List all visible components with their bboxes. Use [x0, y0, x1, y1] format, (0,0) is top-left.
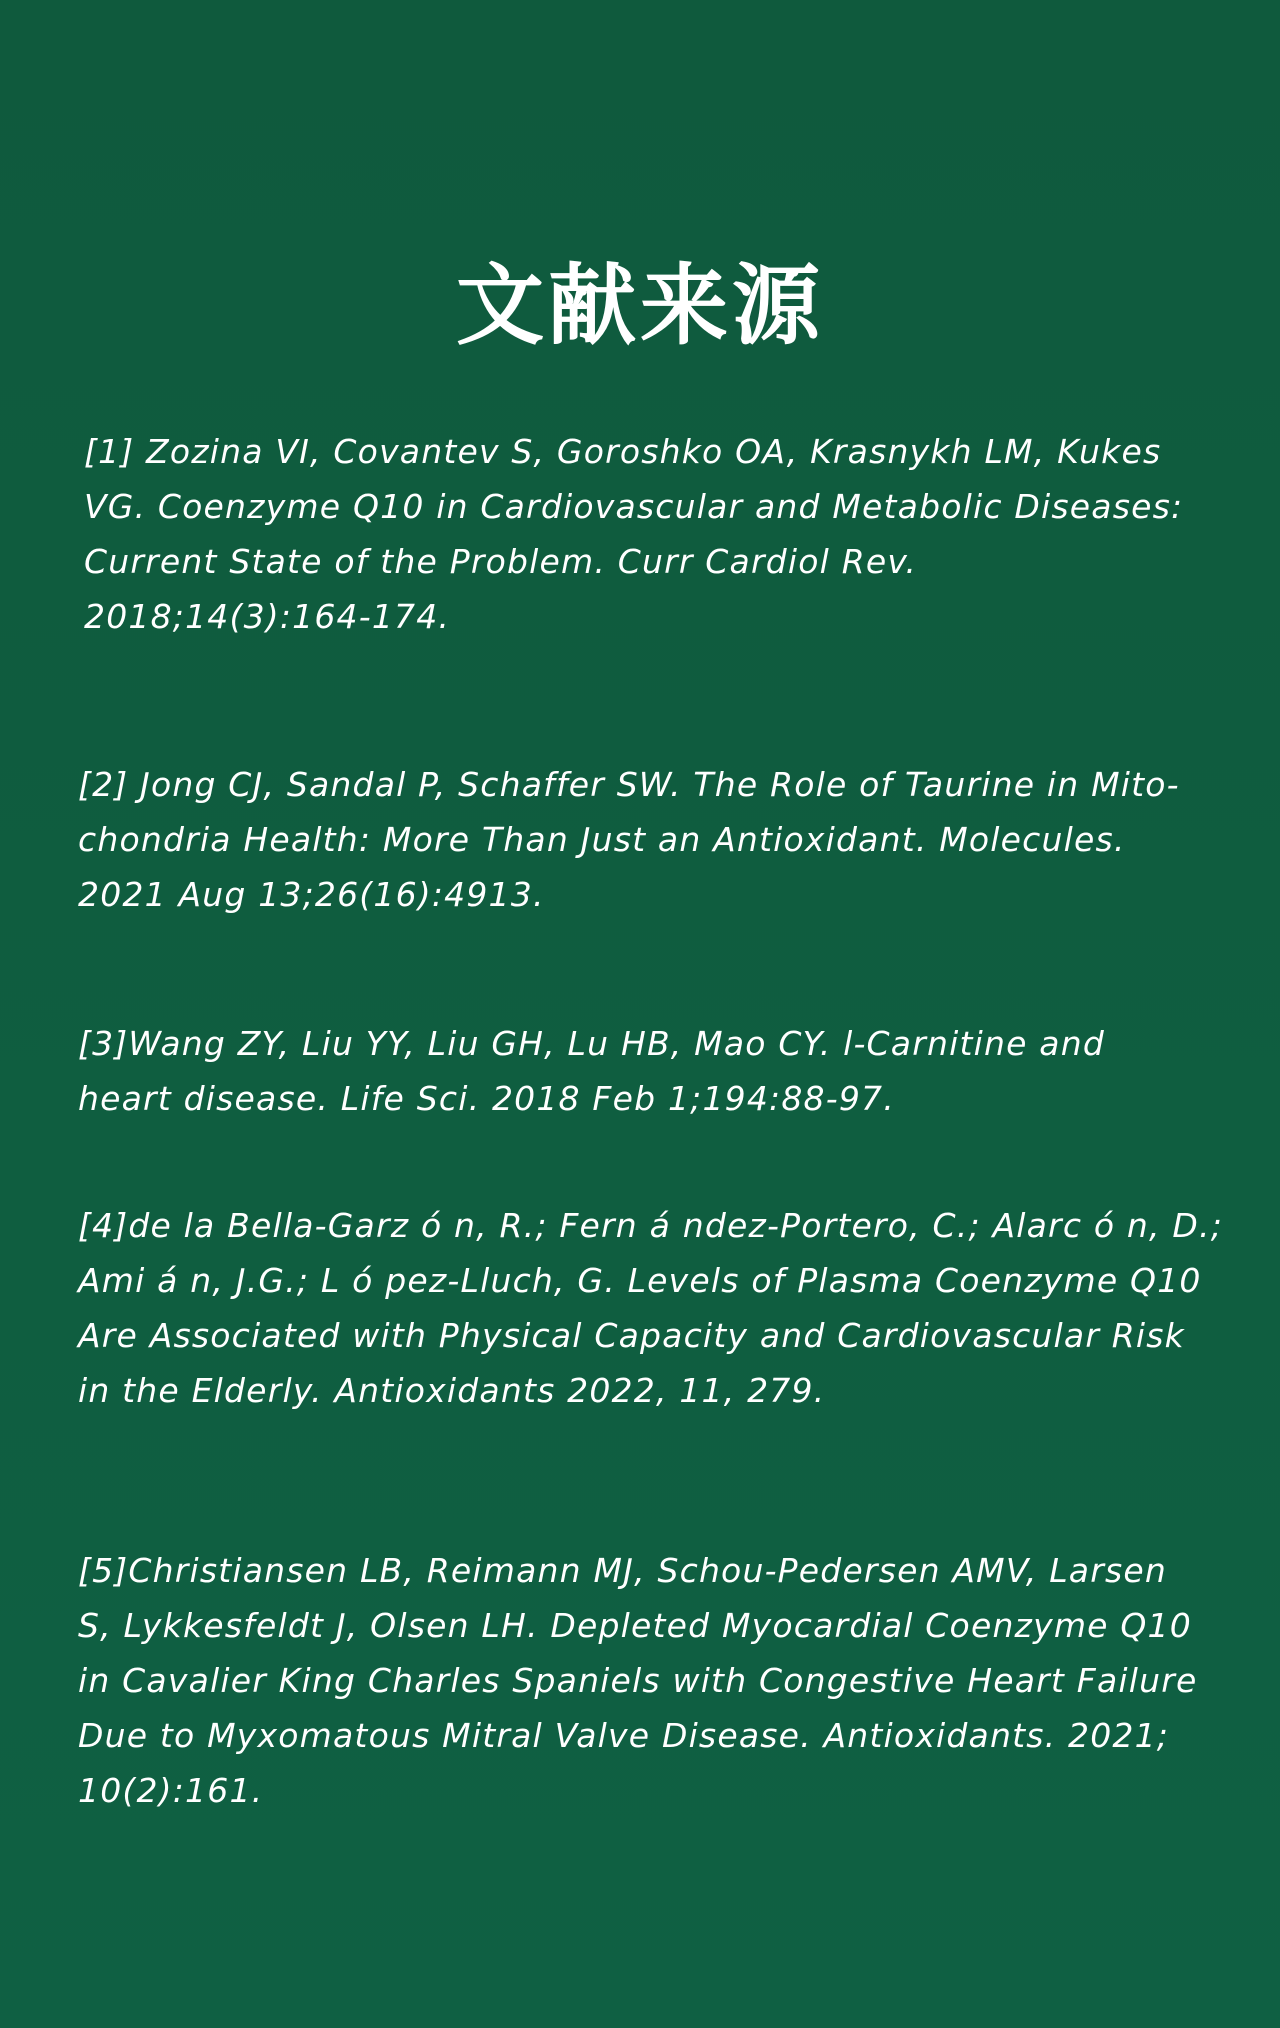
reference-5	[78, 1543, 1197, 1818]
reference-line: Are Associated with Physical Capacity and Cardiovascular Risk	[78, 1316, 1185, 1355]
reference-line: [4]de la Bella-Garz ó n, R.; Fern á ndez-Portero, C.; Alarc ó n, D.;	[78, 1206, 1224, 1245]
reference-3	[78, 1016, 1105, 1126]
reference-1	[84, 424, 1183, 644]
reference-line: in the Elderly. Antioxidants 2022, 11, 279.	[78, 1371, 826, 1410]
reference-line: heart disease. Life Sci. 2018 Feb 1;194:88-97.	[78, 1079, 895, 1118]
reference-4	[78, 1198, 1223, 1418]
reference-line: 10(2):161.	[78, 1771, 264, 1810]
reference-2	[78, 757, 1180, 922]
reference-line: S, Lykkesfeldt J, Olsen LH. Depleted Myocardial Coenzyme Q10	[78, 1606, 1192, 1645]
reference-line: [5]Christiansen LB, Reimann MJ, Schou-Pedersen AMV, Larsen	[78, 1551, 1167, 1590]
reference-line: 2018;14(3):164-174.	[84, 597, 451, 636]
reference-line: VG. Coenzyme Q10 in Cardiovascular and Metabolic Diseases:	[84, 487, 1184, 526]
reference-line: [1] Zozina VI, Covantev S, Goroshko OA, Krasnykh LM, Kukes	[84, 432, 1162, 471]
reference-line: chondria Health: More Than Just an Antioxidant. Molecules.	[78, 820, 1126, 859]
page-title: 文献来源	[455, 252, 824, 357]
reference-line: [3]Wang ZY, Liu YY, Liu GH, Lu HB, Mao CY. l-Carnitine and	[78, 1024, 1105, 1063]
reference-line: Ami á n, J.G.; L ó pez-Lluch, G. Levels of Plasma Coenzyme Q10	[78, 1261, 1202, 1300]
reference-line: in Cavalier King Charles Spaniels with Congestive Heart Failure	[78, 1661, 1198, 1700]
reference-line: Current State of the Problem. Curr Cardiol Rev.	[84, 542, 918, 581]
reference-line: [2] Jong CJ, Sandal P, Schaffer SW. The Role of Taurine in Mito-	[78, 765, 1180, 804]
reference-line: Due to Myxomatous Mitral Valve Disease. Antioxidants. 2021;	[78, 1716, 1170, 1755]
reference-line: 2021 Aug 13;26(16):4913.	[78, 875, 545, 914]
